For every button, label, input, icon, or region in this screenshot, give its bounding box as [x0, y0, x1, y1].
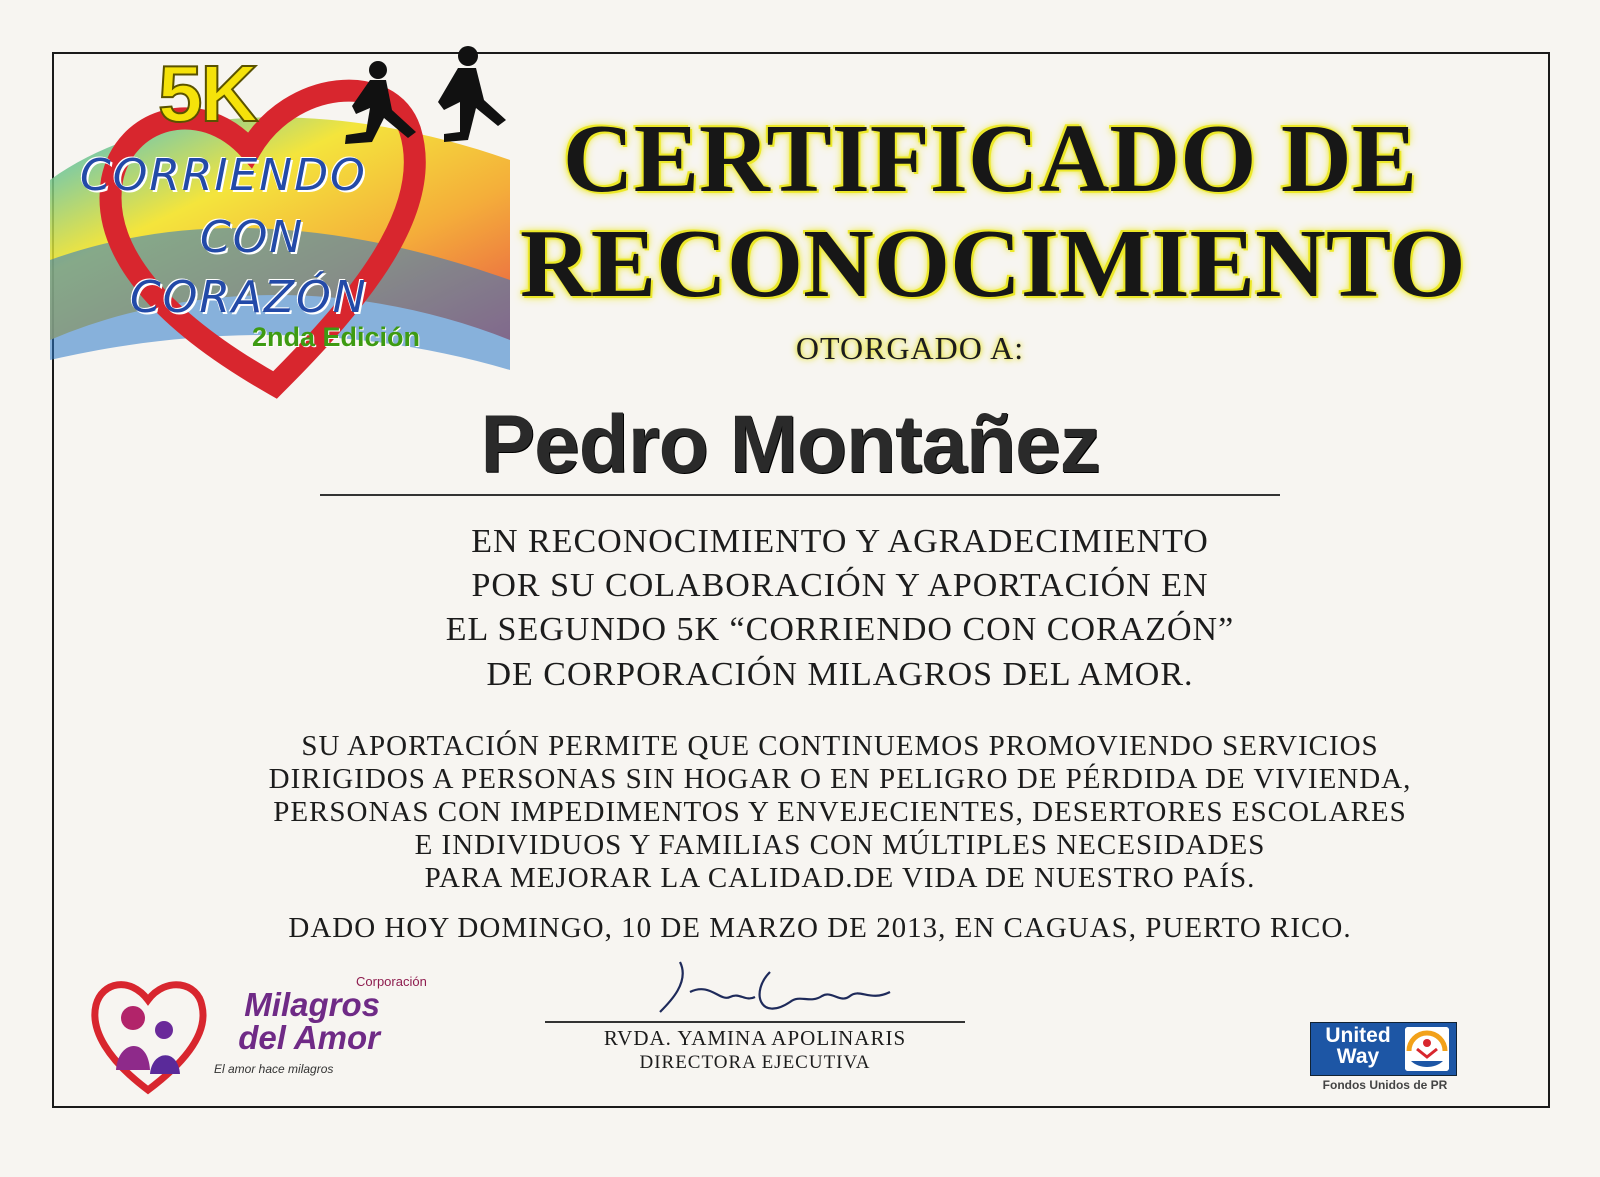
united-way-badge [1310, 1022, 1457, 1076]
contribution-line: PERSONAS CON IMPEDIMENTOS Y ENVEJECIENTES, DESERTORES ESCOLARES [273, 796, 1407, 829]
recipient-name: Pedro Montañez [480, 399, 1100, 490]
united-way-logo [1310, 1022, 1460, 1102]
signer-role: DIRECTORA EJECUTIVA [639, 1052, 871, 1073]
milagros-logo-name-line-2: del Amor [238, 1019, 380, 1056]
united-way-line-2: Way [1336, 1045, 1380, 1068]
milagros-logo-name-line-1: Milagros [244, 986, 380, 1023]
united-way-emblem-icon [1405, 1027, 1449, 1071]
united-way-subtitle: Fondos Unidos de PR [1322, 1078, 1448, 1092]
recognition-paragraph [120, 520, 1560, 697]
certificate-title-line-1: CERTIFICADO DE [562, 105, 1418, 213]
given-date-line: DADO HOY DOMINGO, 10 DE MARZO DE 2013, EN CAGUAS, PUERTO RICO. [288, 912, 1352, 944]
signature-line [545, 1021, 965, 1023]
event-logo-line-1: CORRIENDO [80, 150, 367, 201]
event-logo [40, 40, 510, 430]
contribution-line: E INDIVIDUOS Y FAMILIAS CON MÚLTIPLES NECESIDADES [414, 829, 1266, 862]
milagros-logo-tagline: El amor hace milagros [214, 1062, 334, 1076]
event-logo-line-2: CON [200, 212, 305, 263]
contribution-line: SU APORTACIÓN PERMITE QUE CONTINUEMOS PROMOVIENDO SERVICIOS [301, 730, 1379, 762]
certificate-title-line-2: RECONOCIMIENTO [520, 210, 1466, 318]
handwritten-signature [650, 952, 910, 1032]
milagros-logo-prefix: Corporación [356, 974, 427, 989]
contribution-line: PARA MEJORAR LA CALIDAD.DE VIDA DE NUESTRO PAÍS. [424, 862, 1256, 895]
united-way-wordmark [1315, 1025, 1401, 1067]
signer-name: RVDA. YAMINA APOLINARIS [603, 1026, 907, 1050]
event-logo-edition: 2nda Edición [252, 322, 421, 352]
contribution-line: DIRIGIDOS A PERSONAS SIN HOGAR O EN PELIGRO DE PÉRDIDA DE VIVIENDA, [268, 763, 1412, 796]
recognition-line: EL SEGUNDO 5K “CORRIENDO CON CORAZÓN” [445, 611, 1235, 649]
milagros-del-amor-logo [88, 970, 427, 1100]
awarded-to-label: OTORGADO A: [795, 330, 1025, 366]
event-logo-line-3: CORAZÓN [130, 272, 368, 323]
contribution-paragraph [120, 730, 1560, 895]
recognition-line: DE CORPORACIÓN MILAGROS DEL AMOR. [486, 655, 1194, 693]
recognition-line: POR SU COLABORACIÓN Y APORTACIÓN EN [471, 567, 1209, 605]
recipient-underline [320, 494, 1280, 496]
milagros-logo-name [200, 988, 380, 1054]
heart-family-icon [88, 970, 208, 1100]
recognition-line: EN RECONOCIMIENTO Y AGRADECIMIENTO [471, 523, 1209, 560]
event-logo-5k: 5K [158, 49, 257, 138]
united-way-line-1: United [1325, 1024, 1391, 1047]
